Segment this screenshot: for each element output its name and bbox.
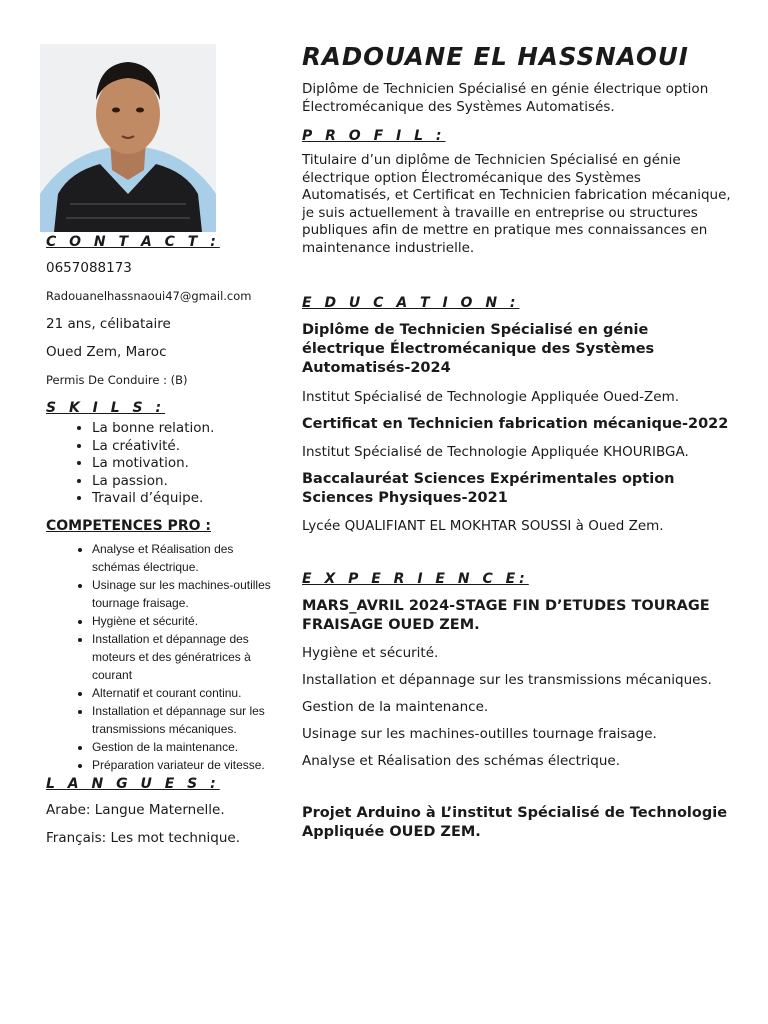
list-item: • Installation et dépannage sur les transmissions mécaniques. <box>92 702 271 738</box>
list-item: • Préparation variateur de vitesse. <box>92 756 271 774</box>
list-item: • La bonne relation. <box>92 420 271 438</box>
experience-item: Installation et dépannage sur les transmissions mécaniques. <box>302 672 712 688</box>
skills-heading: S K I L S : <box>46 400 166 416</box>
location: Oued Zem, Maroc <box>46 344 167 360</box>
language-arabic: Arabe: Langue Maternelle. <box>46 801 225 818</box>
experience-item: Hygiène et sécurité. <box>302 645 439 661</box>
header-subtitle: Diplôme de Technicien Spécialisé en génie électrique option Électromécanique des Systèmes Automatisés. <box>302 81 709 115</box>
education-title: Certificat en Technicien fabrication mécanique-2022 <box>302 416 729 432</box>
experience-item: Usinage sur les machines-outilles tournage fraisage. <box>302 726 657 742</box>
profil-heading: P R O F I L : <box>302 128 446 144</box>
list-item: • La créativité. <box>92 438 271 456</box>
list-item: • La motivation. <box>92 455 271 473</box>
education-school: Lycée QUALIFIANT EL MOKHTAR SOUSSI à Oued Zem. <box>302 518 664 534</box>
list-item: • Gestion de la maintenance. <box>92 738 271 756</box>
candidate-name: RADOUANE EL HASSNAOUI <box>302 42 689 71</box>
profil-text: Titulaire d’un diplôme de Technicien Spécialisé en génie électrique option Électromécanique des Systèmes Automatisés, et Certificat en Technicien fabrication mécanique, je suis actuellement à travaille en entreprise ou structures publiques afin de mettre en pratique mes connaissances en maintenance industrielle. <box>302 152 731 256</box>
education-school: Institut Spécialisé de Technologie Appliquée KHOURIBGA. <box>302 444 689 460</box>
experience-title: MARS_AVRIL 2024-STAGE FIN D’ETUDES TOURAGE FRAISAGE OUED ZEM. <box>302 598 710 633</box>
experience-item: Analyse et Réalisation des schémas électrique. <box>302 753 621 769</box>
competences-list <box>46 540 271 774</box>
langues-heading: L A N G U E S : <box>46 775 220 792</box>
left-column <box>46 234 271 852</box>
email: Radouanelhassnaoui47@gmail.com <box>46 289 252 303</box>
competences-heading: COMPETENCES PRO : <box>46 517 211 534</box>
list-item: • Hygiène et sécurité. <box>92 612 271 630</box>
education-school: Institut Spécialisé de Technologie Appliquée Oued-Zem. <box>302 389 680 405</box>
education-heading: E D U C A T I O N : <box>302 295 520 311</box>
experience-heading: E X P E R I E N C E: <box>302 571 529 587</box>
phone: 0657088173 <box>46 260 132 276</box>
list-item: • Usinage sur les machines-outilles tournage fraisage. <box>92 576 271 612</box>
portrait-photo-icon <box>40 44 216 232</box>
list-item: • Alternatif et courant continu. <box>92 684 271 702</box>
project-title: Projet Arduino à L’institut Spécialisé de Technologie Appliquée OUED ZEM. <box>302 805 728 840</box>
age-status: 21 ans, célibataire <box>46 316 171 332</box>
list-item: • Travail d’équipe. <box>92 490 271 508</box>
skills-list <box>46 420 271 508</box>
language-french: Français: Les mot technique. <box>46 829 240 846</box>
right-column <box>302 42 732 842</box>
list-item: • Analyse et Réalisation des schémas électrique. <box>92 540 271 576</box>
contact-heading: C O N T A C T : <box>46 234 220 250</box>
experience-item: Gestion de la maintenance. <box>302 699 489 715</box>
education-title: Baccalauréat Sciences Expérimentales option Sciences Physiques-2021 <box>302 471 675 506</box>
education-title: Diplôme de Technicien Spécialisé en génie électrique Électromécanique des Systèmes Automatisés-2024 <box>302 322 655 376</box>
driving-license: Permis De Conduire : (B) <box>46 373 188 387</box>
list-item: • Installation et dépannage des moteurs et des génératrices à courant <box>92 630 271 684</box>
list-item: • La passion. <box>92 473 271 491</box>
profile-photo <box>40 44 216 232</box>
